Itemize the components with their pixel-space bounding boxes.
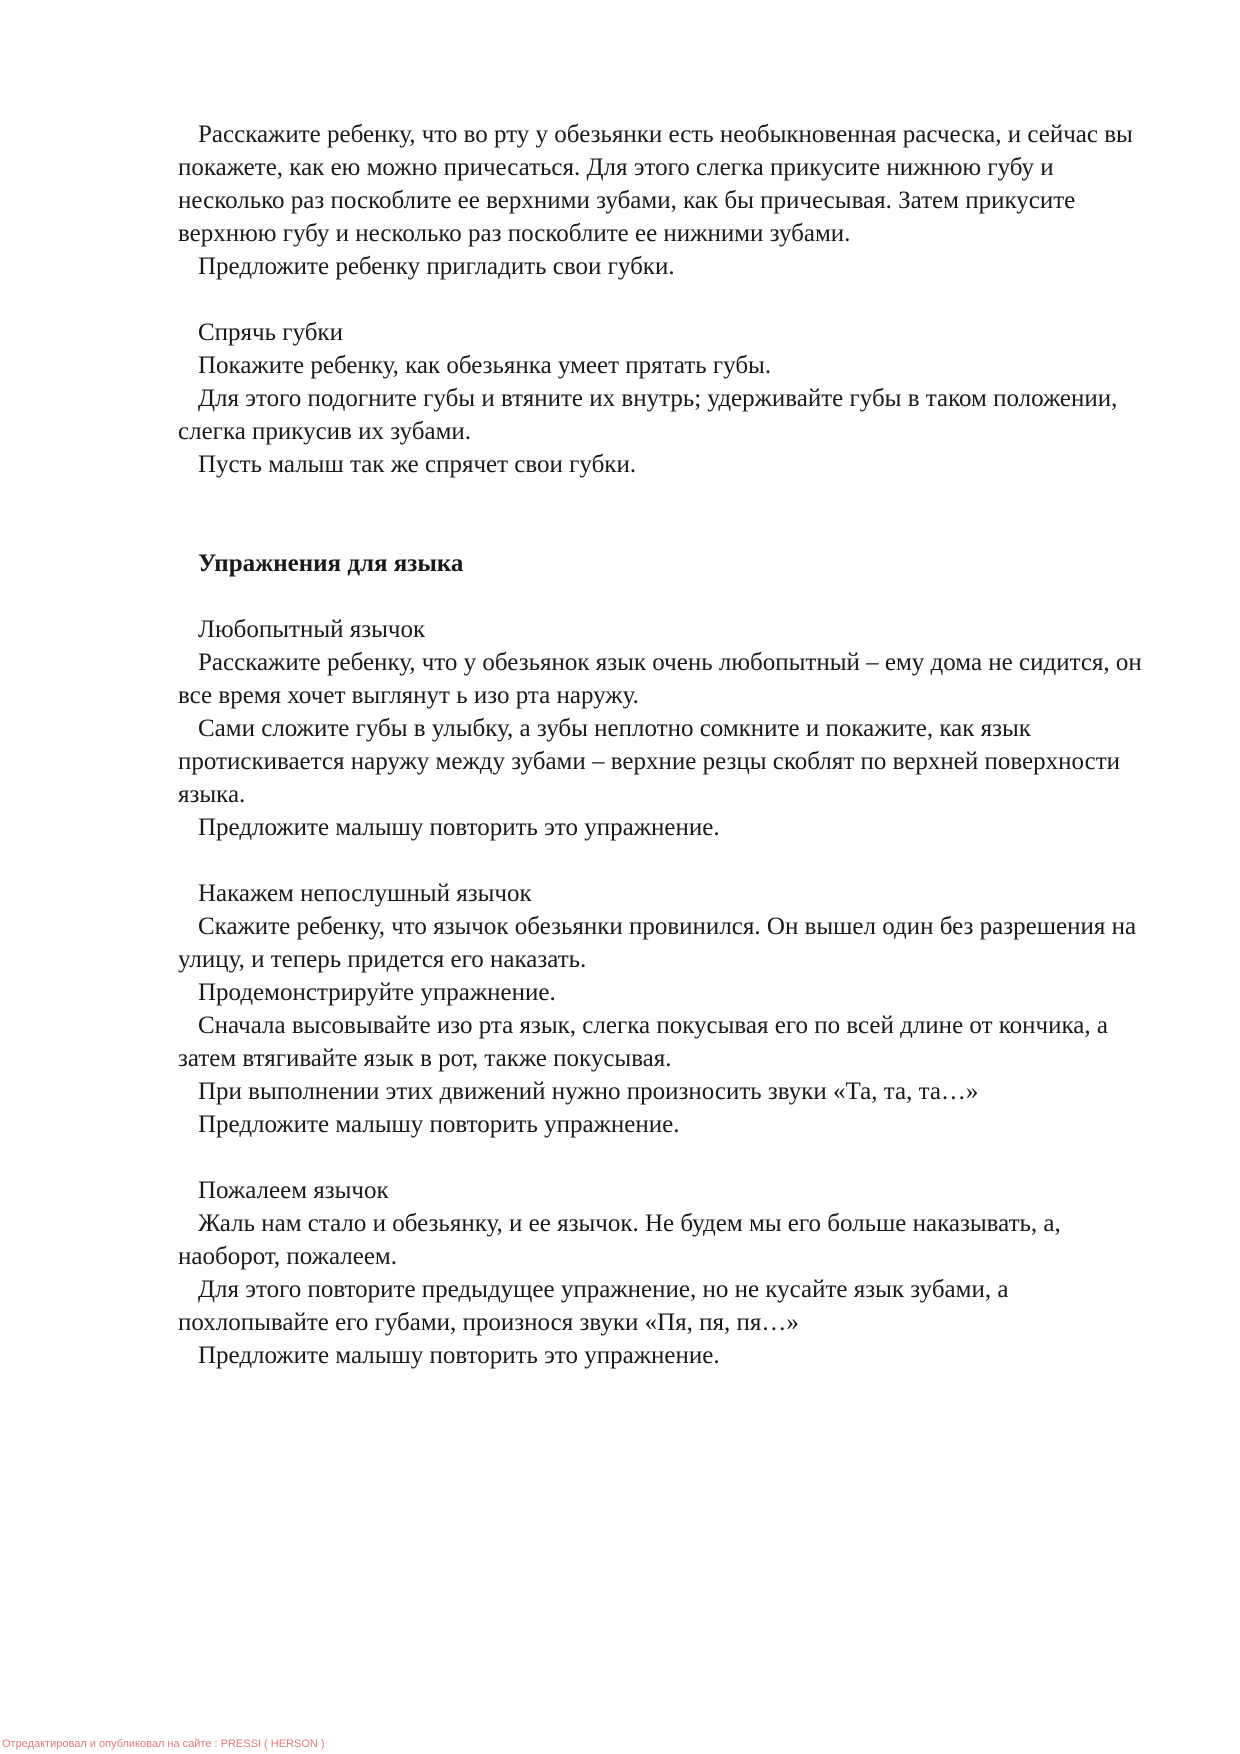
paragraph: Предложите ребенку пригладить свои губки. <box>198 253 675 280</box>
exercise-title: Любопытный язычок <box>198 616 426 643</box>
paragraph: Расскажите ребенку, что у обезьянок язык очень любопытный – ему дома не сидится, он все время хочет выглянут ь изо рта наружу. <box>178 649 1142 709</box>
exercise-title: Спрячь губки <box>198 319 343 346</box>
paragraph: Покажите ребенку, как обезьянка умеет прятать губы. <box>198 352 772 379</box>
exercise-title: Накажем непослушный язычок <box>198 880 532 907</box>
spacer <box>178 844 1158 877</box>
spacer <box>178 580 1158 613</box>
paragraph: Сначала высовывайте изо рта язык, слегка покусывая его по всей длине от кончика, а затем втягивайте язык в рот, также покусывая. <box>178 1012 1108 1072</box>
paragraph: При выполнении этих движений нужно произносить звуки «Та, та, та…» <box>198 1078 979 1105</box>
paragraph: Продемонстрируйте упражнение. <box>198 979 556 1006</box>
paragraph: Пусть малыш так же спрячет свои губки. <box>198 451 637 478</box>
paragraph: Для этого повторите предыдущее упражнение, но не кусайте язык зубами, а похлопывайте его губами, произнося звуки «Пя, пя, пя…» <box>178 1276 1009 1336</box>
spacer <box>178 481 1158 547</box>
exercise-title: Пожалеем язычок <box>198 1177 389 1204</box>
paragraph: Сами сложите губы в улыбку, а зубы неплотно сомкните и покажите, как язык протискивается наружу между зубами – верхние резцы скоблят по верхней поверхности языка. <box>178 715 1121 808</box>
paragraph: Предложите малышу повторить упражнение. <box>198 1111 680 1138</box>
paragraph: Предложите малышу повторить это упражнение. <box>198 1342 720 1369</box>
paragraph: Для этого подогните губы и втяните их внутрь; удерживайте губы в таком положении, слегка прикусив их зубами. <box>178 385 1118 445</box>
footer-credit: Отредактировал и опубликовал на сайте : PRESSI ( HERSON ) <box>2 1738 325 1750</box>
paragraph: Предложите малышу повторить это упражнение. <box>198 814 720 841</box>
spacer <box>178 283 1158 316</box>
page-body <box>178 118 1158 1372</box>
paragraph: Жаль нам стало и обезьянку, и ее язычок. Не будем мы его больше наказывать, а, наоборот, пожалеем. <box>178 1210 1061 1270</box>
section-heading: Упражнения для языка <box>198 550 464 577</box>
spacer <box>178 1141 1158 1174</box>
paragraph: Скажите ребенку, что язычок обезьянки провинился. Он вышел один без разрешения на улицу, и теперь придется его наказать. <box>178 913 1137 973</box>
paragraph: Расскажите ребенку, что во рту у обезьянки есть необыкновенная расческа, и сейчас вы покажете, как ею можно причесаться. Для этого слегка прикусите нижнюю губу и несколько раз поскоблите ее верхними зубами, как бы причесывая. Затем прикусите верхнюю губу и несколько раз поскоблите ее нижними зубами. <box>178 121 1133 247</box>
